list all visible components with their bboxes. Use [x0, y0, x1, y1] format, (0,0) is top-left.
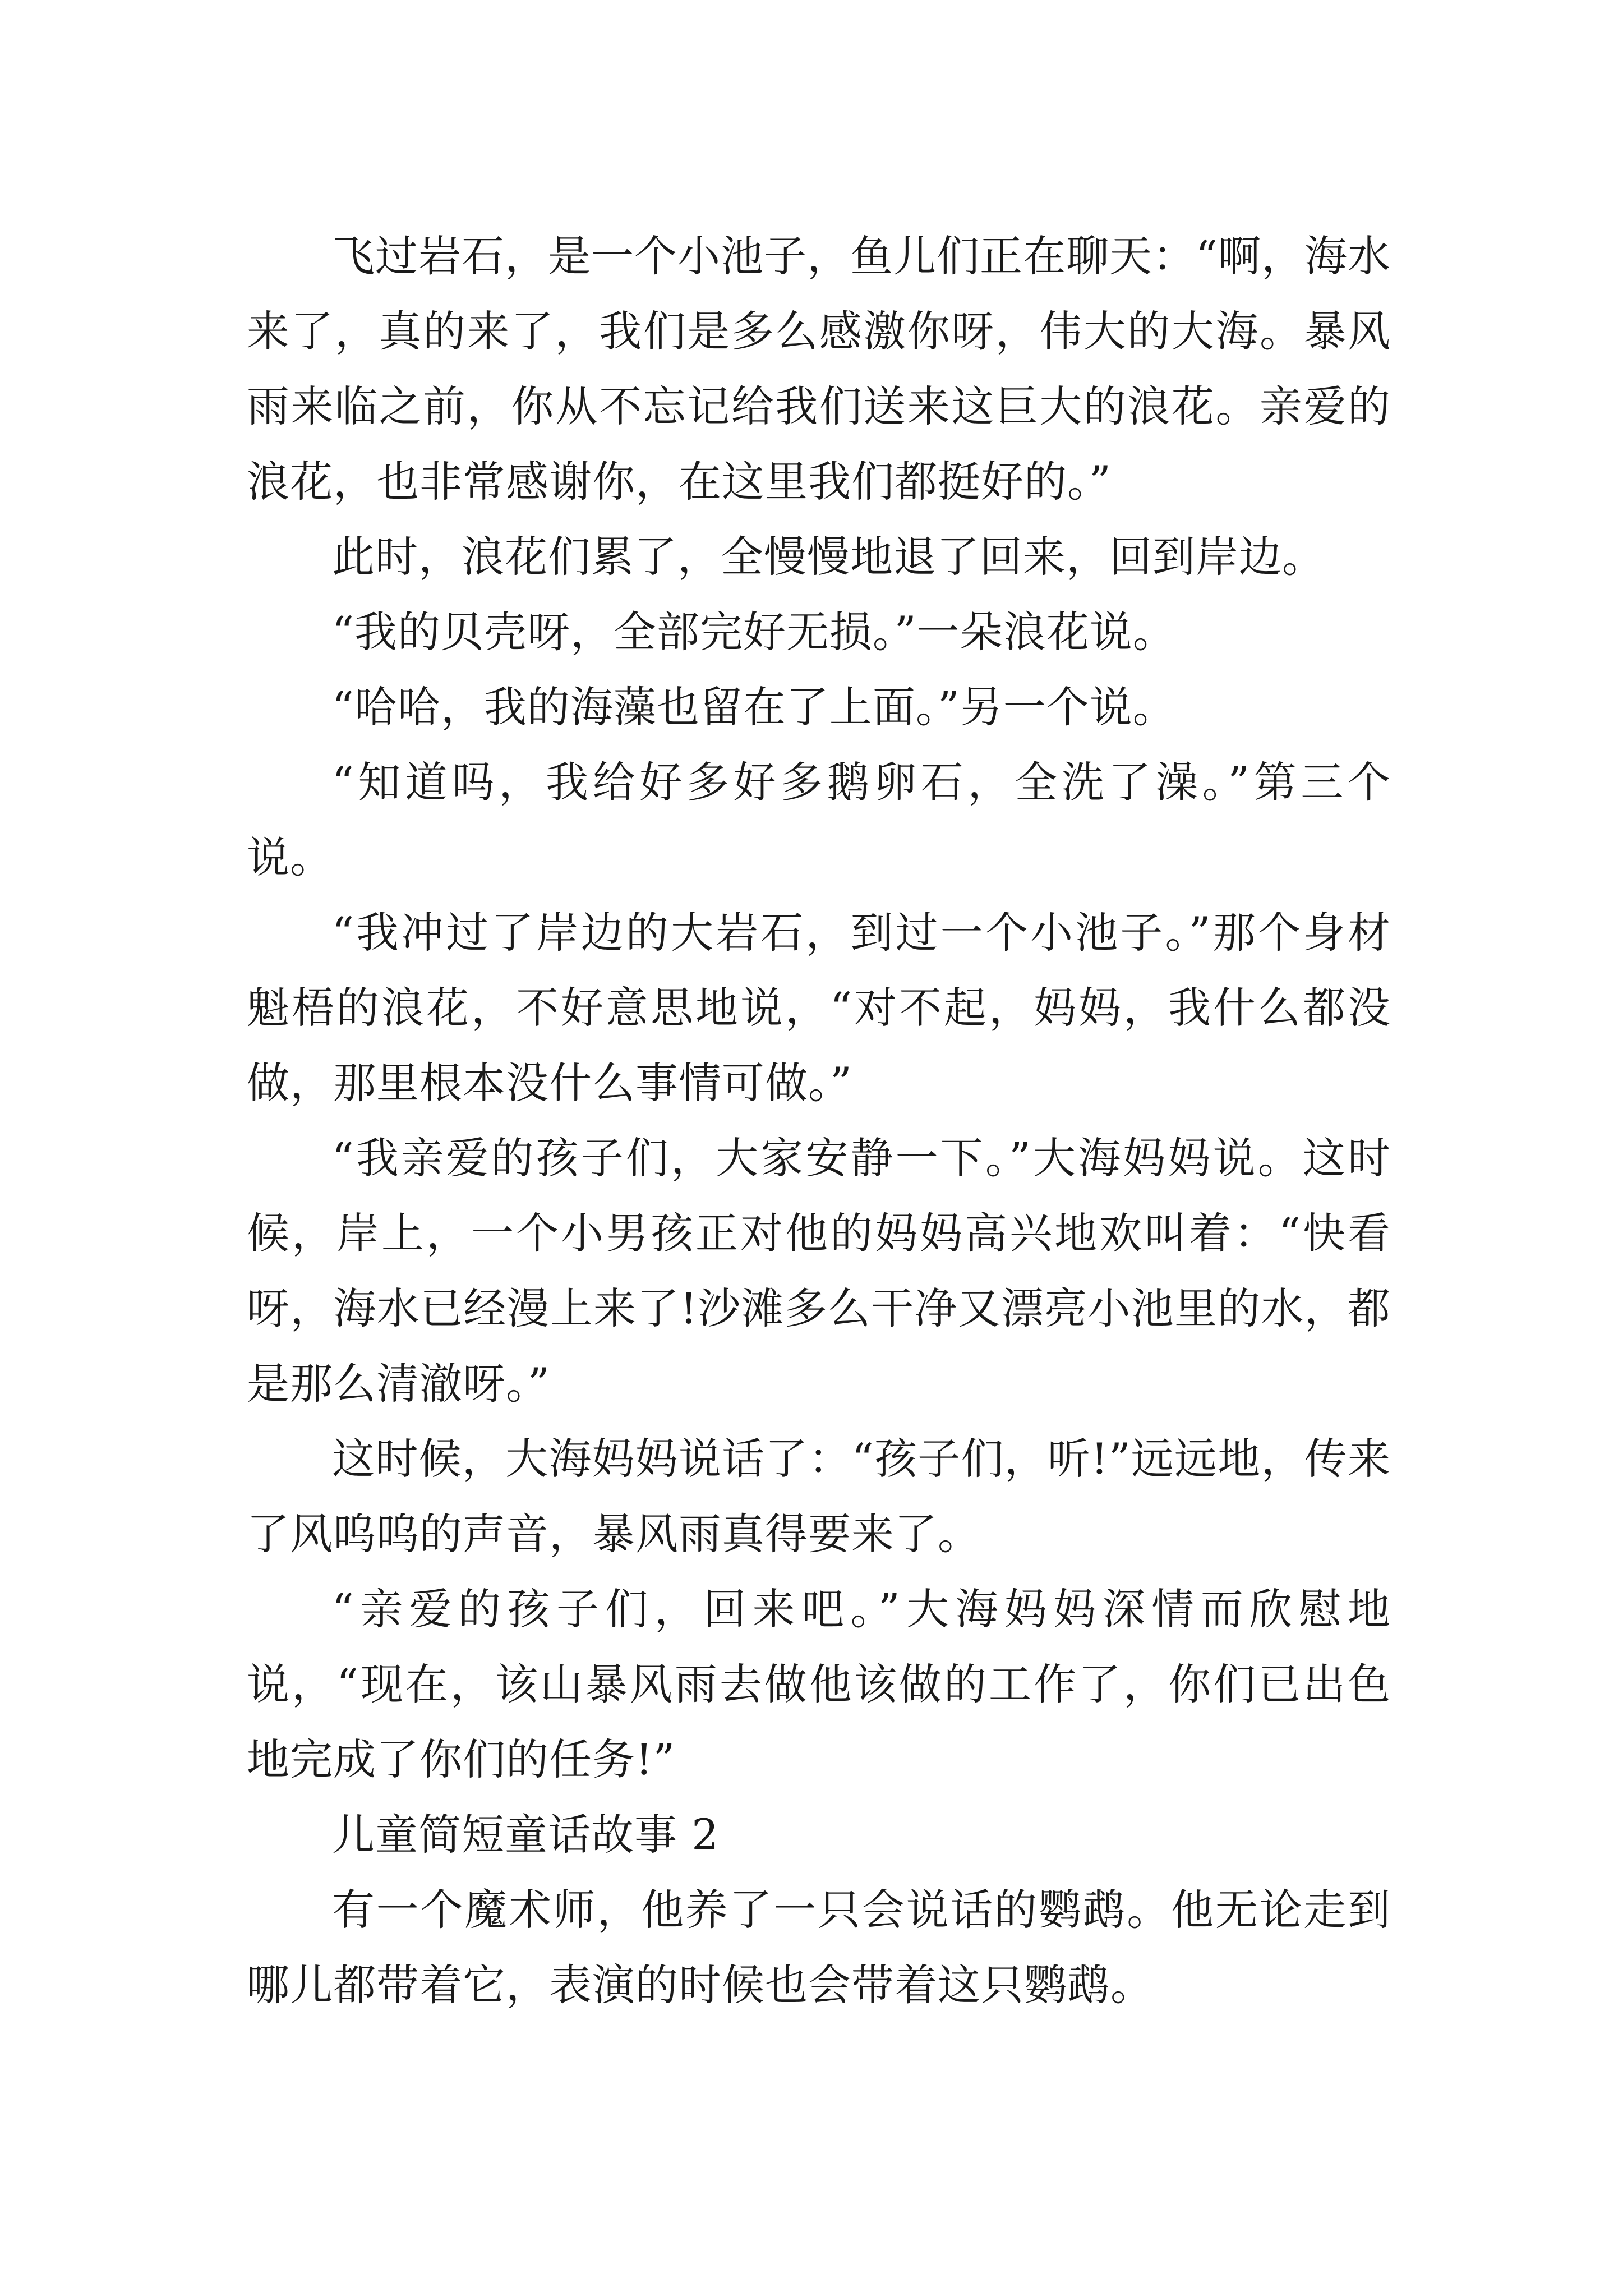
paragraph-8: 这时候，大海妈妈说话了：“孩子们，听!”远远地，传来了风呜呜的声音，暴风雨真得要来了。	[247, 1434, 1391, 1559]
paragraph-7: “我亲爱的孩子们，大家安静一下。”大海妈妈说。这时候，岸上，一个小男孩正对他的妈妈高兴地欢叫着：“快看呀，海水已经漫上来了!沙滩多么干净又漂亮小池里的水，都是那么清澈呀。”	[247, 1133, 1391, 1409]
paragraph-4: “哈哈，我的海藻也留在了上面。”另一个说。	[332, 682, 1176, 732]
paragraph-9: “亲爱的孩子们，回来吧。”大海妈妈深情而欣慰地说，“现在，该山暴风雨去做他该做的工作了，你们已出色地完成了你们的任务!”	[247, 1584, 1391, 1784]
paragraph-1: 飞过岩石，是一个小池子，鱼儿们正在聊天：“啊，海水来了，真的来了，我们是多么感激你呀，伟大的大海。暴风雨来临之前，你从不忘记给我们送来这巨大的浪花。亲爱的浪花，也非常感谢你，在这里我们都挺好的。”	[247, 231, 1391, 507]
paragraph-2: 此时，浪花们累了，全慢慢地退了回来，回到岸边。	[332, 532, 1325, 582]
paragraph-5: “知道吗，我给好多好多鹅卵石，全洗了澡。”第三个说。	[247, 757, 1391, 882]
paragraph-3: “我的贝壳呀，全部完好无损。”一朵浪花说。	[332, 607, 1176, 657]
document-page	[247, 219, 1391, 2023]
paragraph-10: 有一个魔术师，他养了一只会说话的鹦鹉。他无论走到哪儿都带着它，表演的时候也会带着这只鹦鹉。	[247, 1885, 1391, 2010]
paragraph-6: “我冲过了岸边的大岩石，到过一个小池子。”那个身材魁梧的浪花，不好意思地说，“对不起，妈妈，我什么都没做，那里根本没什么事情可做。”	[247, 908, 1391, 1108]
section-heading: 儿童简短童话故事 2	[332, 1810, 720, 1860]
